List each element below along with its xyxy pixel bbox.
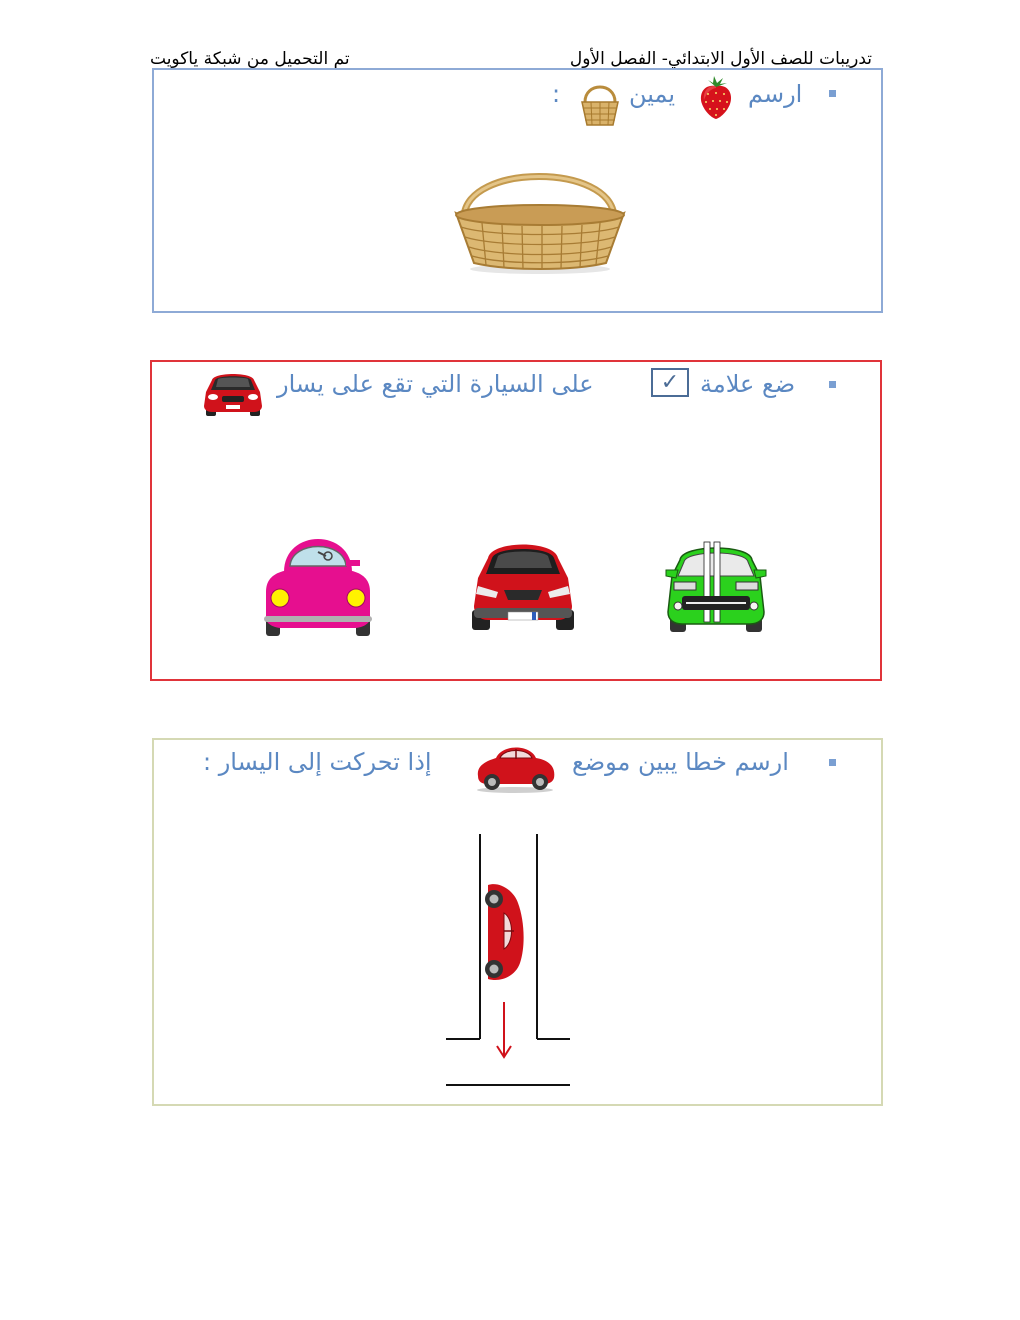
green-car-icon <box>664 540 768 634</box>
task2-part2: على السيارة التي تقع على يسار <box>277 370 594 398</box>
down-arrow-icon <box>494 1000 514 1060</box>
strawberry-icon <box>696 74 736 120</box>
task1-colon: : <box>552 80 561 108</box>
bullet-1 <box>829 90 836 97</box>
red-car-icon <box>200 368 266 418</box>
header-download-note: تم التحميل من شبكة ياكويت <box>150 49 350 69</box>
basket-icon <box>579 78 621 128</box>
task1-direction: يمين <box>629 80 676 108</box>
task1-verb: ارسم <box>748 80 803 108</box>
bullet-2 <box>829 381 836 388</box>
large-basket-image <box>452 165 628 275</box>
pink-beetle-icon <box>262 532 374 638</box>
task3-part1: ارسم خطا يبين موضع <box>572 748 789 776</box>
task3-part2: إذا تحركت إلى اليسار : <box>203 748 432 776</box>
task2-part1: ضع علامة <box>700 370 796 398</box>
car-on-road-icon <box>478 879 530 985</box>
bullet-3 <box>829 759 836 766</box>
checkbox-symbol: ✓ <box>651 368 689 397</box>
red-sedan-icon <box>468 536 578 632</box>
header-worksheet-title: تدريبات للصف الأول الابتدائي- الفصل الأول <box>569 49 872 69</box>
side-red-car-icon <box>472 740 558 794</box>
